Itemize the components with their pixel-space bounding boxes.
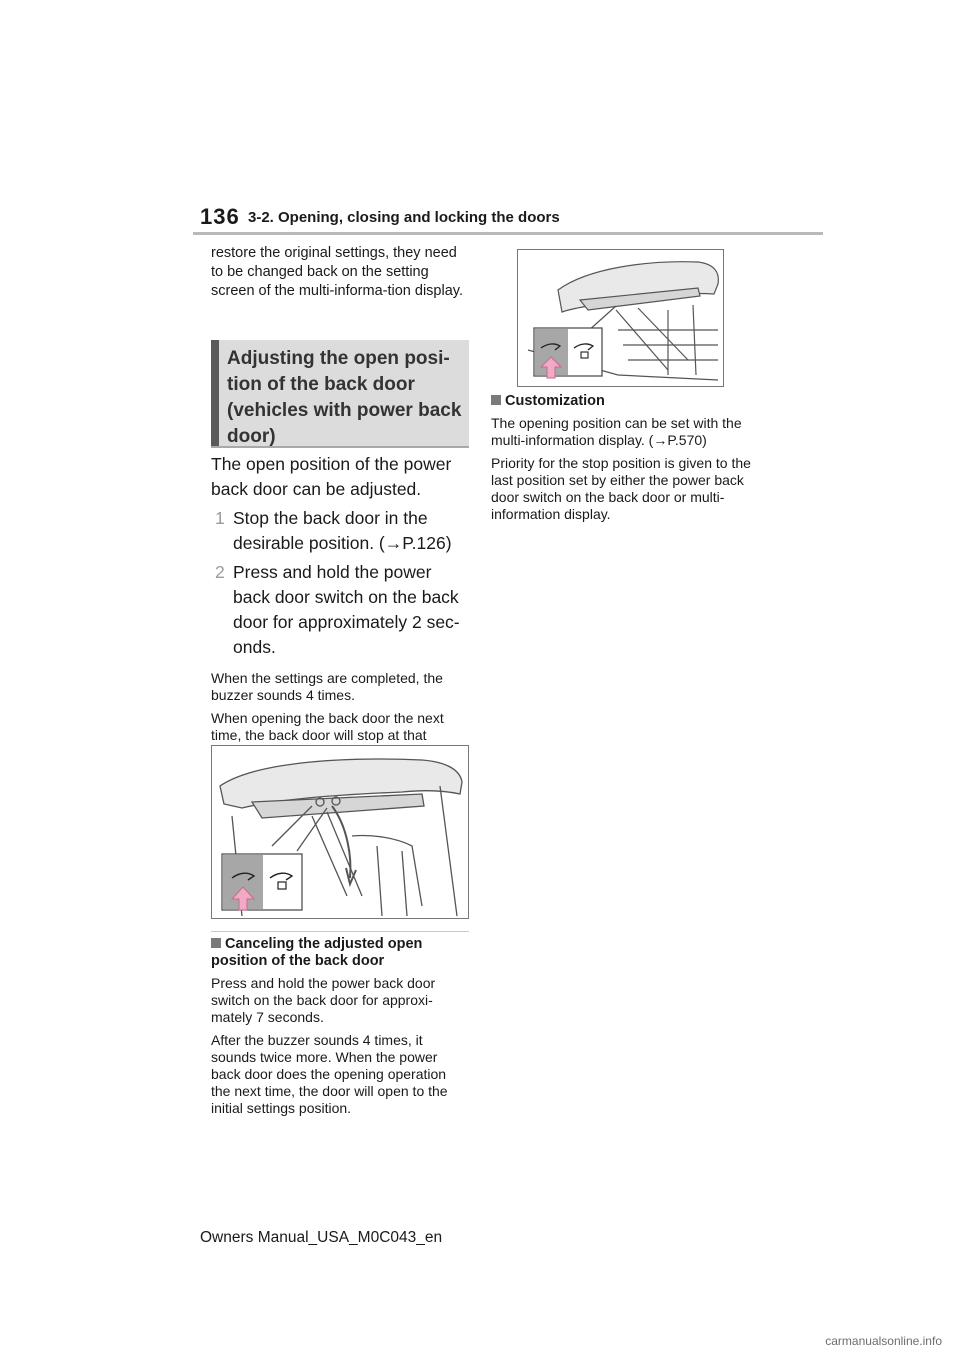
step-1-text: Stop the back door in the desirable position. ( [233,508,428,553]
page-number: 136 [200,204,240,229]
cancel-paragraph-1: Press and hold the power back door switch on the back door for approxi-mately 7 seconds. [211,975,436,1025]
lead-paragraph: The open position of the power back door can be adjusted. [211,454,452,499]
watermark: carmanualsonline.info [825,1334,942,1348]
cancel-heading [211,936,469,970]
step-number: 2 [215,562,225,582]
square-bullet-icon [491,395,501,405]
customization-heading-text: Customization [505,393,605,409]
customization-paragraph-2: Priority for the stop position is given to the last position set by either the power back door switch on the back door or multi-information display. [491,455,751,522]
customization-paragraph-1 [491,415,753,449]
intro-paragraph: restore the original settings, they need to be changed back on the setting screen of the multi-informa-tion display. [211,245,463,299]
back-door-illustration-svg [212,746,468,918]
back-door-open-svg [518,250,723,386]
back-door-switch-illustration [211,745,469,919]
page-ref-link[interactable]: P.570 [667,432,703,448]
step-2 [211,560,469,660]
step-number: 1 [215,508,225,528]
section-heading: Adjusting the open posi-tion of the back door (vehicles with power back door) [227,348,462,447]
cancel-heading-text: Canceling the adjusted open position of the back door [211,936,423,969]
section-heading-box [211,340,469,448]
customization-section [491,393,753,529]
step-1 [211,506,469,556]
section-title: 3-2. Opening, closing and locking the doors [248,209,560,226]
left-column-body [211,452,469,767]
cancel-section [211,931,469,1123]
square-bullet-icon [211,938,221,948]
step-1-text-end: ) [445,533,452,553]
manual-id-footer: Owners Manual_USA_M0C043_en [200,1229,443,1246]
sub-section-divider [211,931,469,932]
left-column-intro [211,244,469,307]
customization-heading [491,393,753,410]
customization-text-end: ) [702,432,707,448]
cancel-paragraph-2: After the buzzer sounds 4 times, it sounds twice more. When the power back door does the opening operation the next time, the door will open to the initial settings position. [211,1032,448,1116]
note-next-time: When opening the back door the next time, the back door will stop at that [211,710,444,743]
heading-accent-bar [211,340,219,446]
page-ref-arrow-icon: → [384,533,403,553]
page-ref-arrow-icon: → [653,432,668,448]
back-door-open-illustration [517,249,724,387]
note-settings-complete: When the settings are completed, the buzzer sounds 4 times. [211,670,443,703]
page-ref-link[interactable]: P.126 [402,533,446,553]
header-divider [193,232,823,235]
step-2-text: Press and hold the power back door switch on the back door for approximately 2 sec-onds. [233,562,460,657]
customization-text: The opening position can be set with the multi-information display. ( [491,415,742,448]
